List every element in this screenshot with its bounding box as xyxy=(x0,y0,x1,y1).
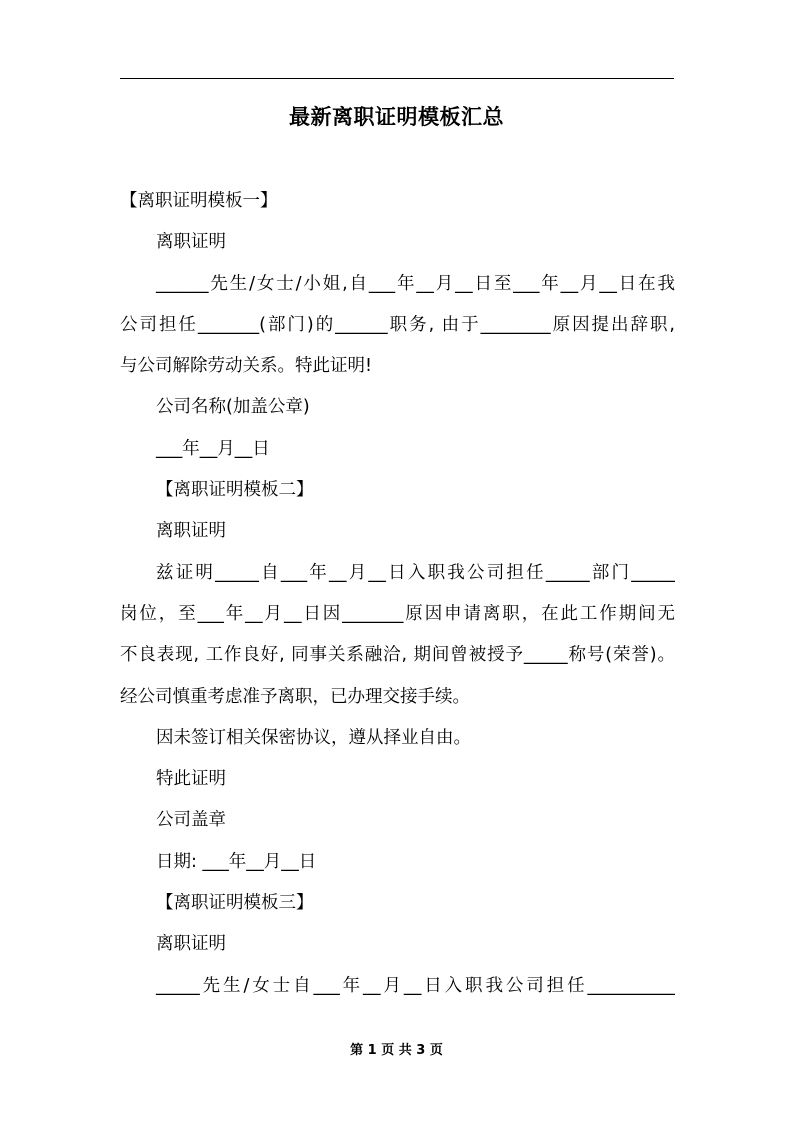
paragraph-line: 兹证明_____自___年__月__日入职我公司担任_____部门_____ xyxy=(156,562,675,583)
paragraph-line: 因未签订相关保密协议，遵从择业自由。 xyxy=(156,727,471,748)
paragraph-line: 离职证明 xyxy=(156,934,226,955)
paragraph-line: 公司名称(加盖公章) xyxy=(156,397,310,418)
document-body xyxy=(120,181,675,1007)
section-heading-2: 【离职证明模板二】 xyxy=(156,480,314,501)
section-heading-1: 【离职证明模板一】 xyxy=(120,191,278,211)
paragraph-line: ___年__月__日 xyxy=(156,438,270,459)
document-title: 最新离职证明模板汇总 xyxy=(289,105,504,129)
paragraph-line: 离职证明 xyxy=(156,521,226,542)
paragraph-line: ______先生/女士/小姐,自___年__月__日至___年__月__日在我 xyxy=(156,273,675,294)
paragraph-line: 公司盖章 xyxy=(156,810,226,831)
paragraph-line: 公司担任_______(部门)的______职务, 由于________原因提出辞职, xyxy=(120,314,675,335)
paragraph-line: 与公司解除劳动关系。特此证明! xyxy=(120,356,373,377)
paragraph-line: 不良表现, 工作良好, 同事关系融洽, 期间曾被授予_____称号(荣誉)。 xyxy=(120,645,675,666)
header-rule xyxy=(120,78,674,79)
paragraph-line: 日期: ___年__月__日 xyxy=(156,851,317,872)
paragraph-line: _____先生/女士自___年__月__日入职我公司担任__________ xyxy=(156,975,675,996)
section-heading-3: 【离职证明模板三】 xyxy=(156,893,314,914)
paragraph-line: 离职证明 xyxy=(156,232,226,253)
paragraph-line: 经公司慎重考虑准予离职，已办理交接手续。 xyxy=(120,686,470,707)
page-number-footer: 第 1 页 共 3 页 xyxy=(350,1043,443,1058)
paragraph-line: 岗位，至___年__月__日因_______原因申请离职，在此工作期间无 xyxy=(120,603,675,624)
paragraph-line: 特此证明 xyxy=(156,769,226,790)
